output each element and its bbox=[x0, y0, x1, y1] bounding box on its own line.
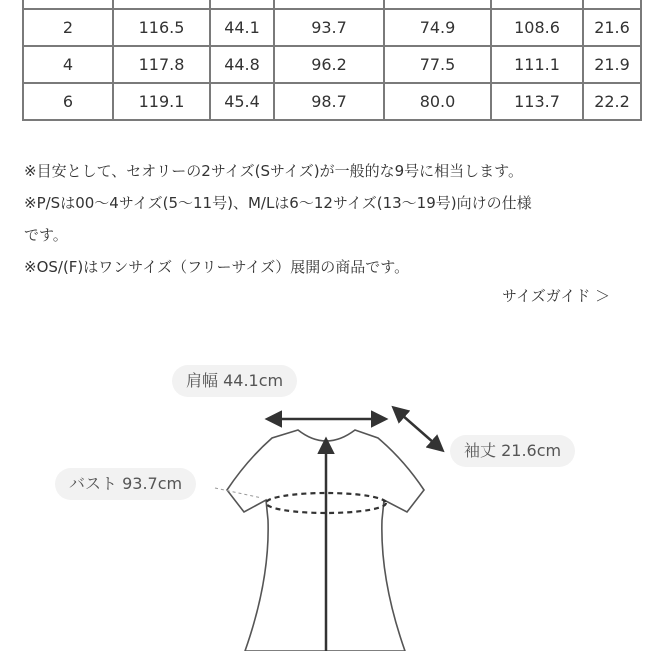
table-cell: 98.7 bbox=[274, 83, 384, 120]
size-cell: 6 bbox=[23, 83, 113, 120]
sleeve-label: 袖丈 21.6cm bbox=[450, 435, 575, 467]
table-cell: 77.5 bbox=[384, 46, 491, 83]
table-cell: 111.1 bbox=[491, 46, 583, 83]
size-cell: 4 bbox=[23, 46, 113, 83]
table-cell: 21.6 bbox=[583, 9, 641, 46]
table-cell: 45.4 bbox=[210, 83, 274, 120]
table-cell: 21.9 bbox=[583, 46, 641, 83]
size-cell: 2 bbox=[23, 9, 113, 46]
table-cell: 44.1 bbox=[210, 9, 274, 46]
table-cell: 108.6 bbox=[491, 9, 583, 46]
note-line: ※P/Sは00〜4サイズ(5〜11号)、M/Lは6〜12サイズ(13〜19号)向けの仕様 bbox=[24, 194, 532, 212]
table-cell: 80.0 bbox=[384, 83, 491, 120]
note-line: ※OS/(F)はワンサイズ（フリーサイズ）展開の商品です。 bbox=[24, 258, 410, 276]
note-line: です。 bbox=[24, 226, 68, 244]
table-cell: 119.1 bbox=[113, 83, 210, 120]
table-cell: 113.7 bbox=[491, 83, 583, 120]
table-cell: 22.2 bbox=[583, 83, 641, 120]
table-cell: 93.7 bbox=[274, 9, 384, 46]
table-cell: 116.5 bbox=[113, 9, 210, 46]
table-cell: 44.8 bbox=[210, 46, 274, 83]
sleeve-arrow bbox=[394, 408, 442, 450]
bust-label: バスト 93.7cm bbox=[55, 468, 196, 500]
table-cell: 96.2 bbox=[274, 46, 384, 83]
table-cell: 74.9 bbox=[384, 9, 491, 46]
table-cell: 117.8 bbox=[113, 46, 210, 83]
note-line: ※目安として、セオリーの2サイズ(Sサイズ)が一般的な9号に相当します。 bbox=[24, 162, 523, 180]
size-guide-link[interactable]: サイズガイド ＞ bbox=[502, 287, 611, 305]
shoulder-label: 肩幅 44.1cm bbox=[172, 365, 297, 397]
